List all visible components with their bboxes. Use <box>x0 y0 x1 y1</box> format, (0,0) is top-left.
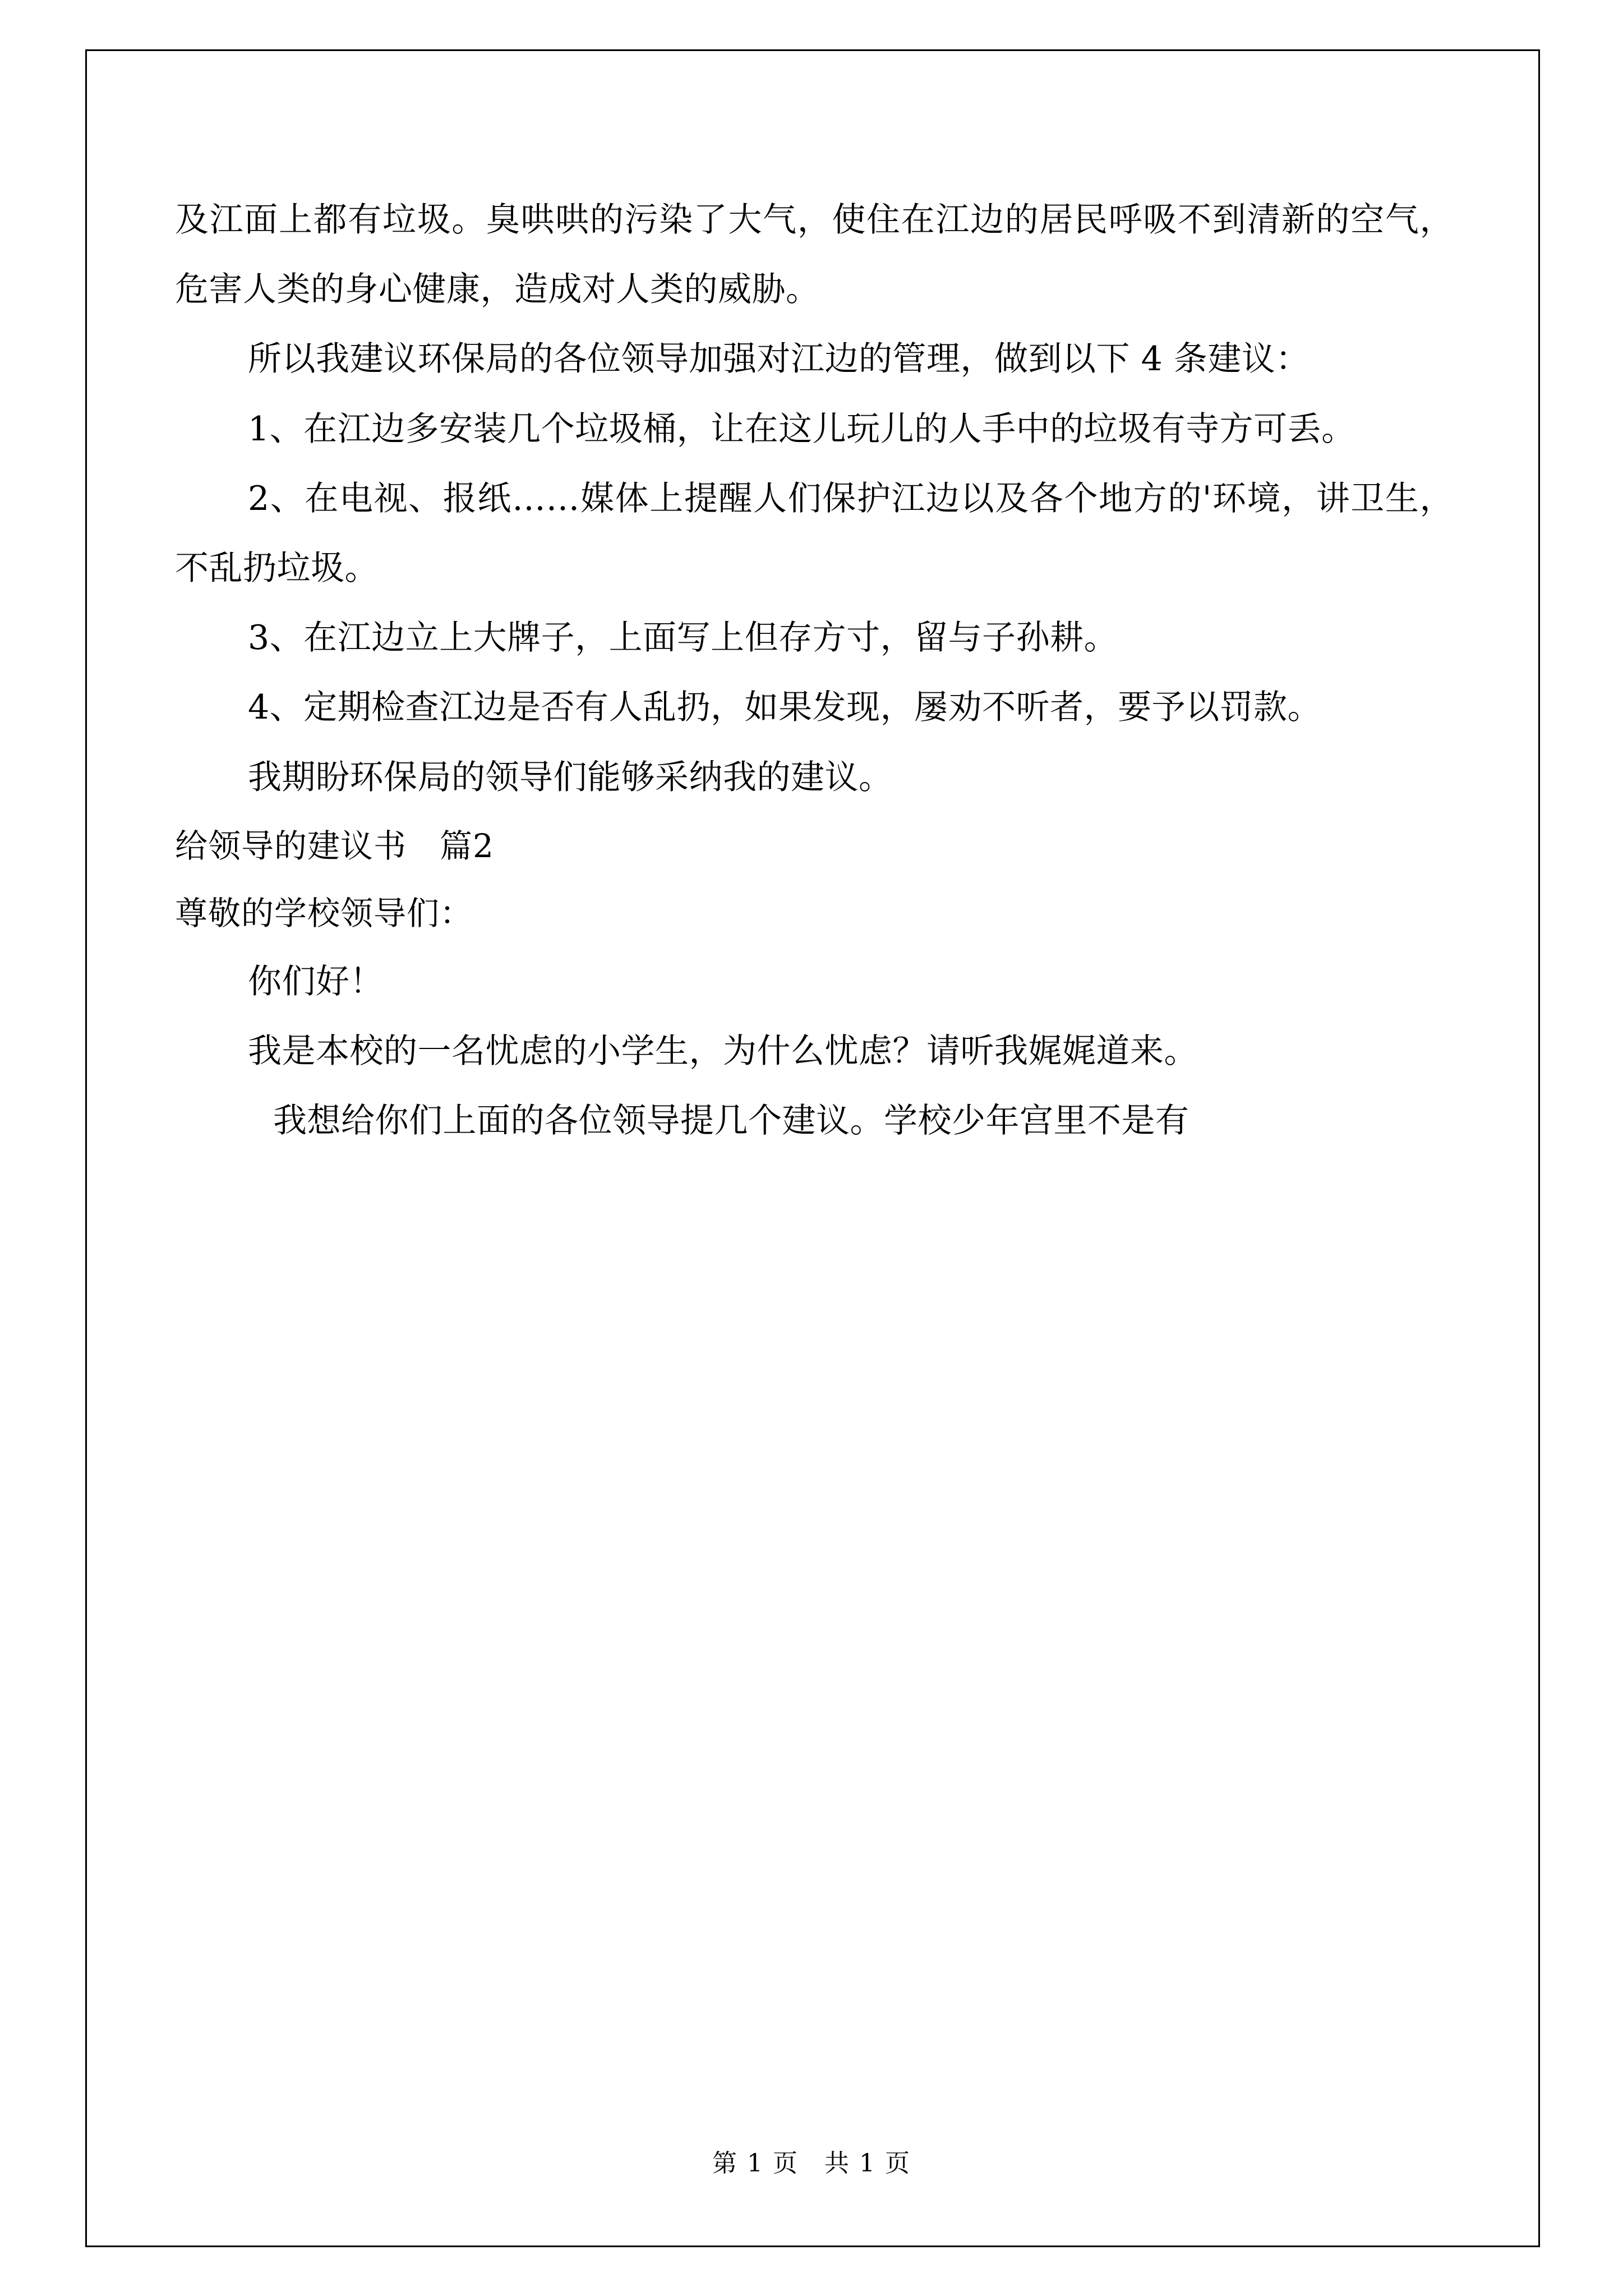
paragraph-item-4: 4、定期检查江边是否有人乱扔，如果发现，屡劝不听者，要予以罚款。 <box>248 688 1322 728</box>
page-footer: 第 1 页 共 1 页 <box>712 2149 911 2178</box>
section-heading-2: 给领导的建议书 篇2 <box>175 826 494 865</box>
paragraph-self-intro: 我是本校的一名忧虑的小学生，为什么忧虑？请听我娓娓道来。 <box>248 1031 1198 1071</box>
paragraph-closing: 我期盼环保局的领导们能够采纳我的建议。 <box>248 757 893 797</box>
paragraph-item-2: 2、在电视、报纸……媒体上提醒人们保护江边以及各个地方的'环境，讲卫生，不乱扔垃圾。 <box>175 478 1454 588</box>
paragraph-suggestion-intro: 所以我建议环保局的各位领导加强对江边的管理，做到以下 4 条建议： <box>248 339 1310 379</box>
paragraph-pollution: 及江面上都有垃圾。臭哄哄的污染了大气，使住在江边的居民呼吸不到清新的空气，危害人类的身心健康，造成对人类的威胁。 <box>175 200 1454 310</box>
paragraph-salutation: 尊敬的学校领导们： <box>175 894 473 932</box>
document-body <box>175 185 1454 1156</box>
paragraph-greeting: 你们好！ <box>248 961 384 1001</box>
paragraph-body-2: 我想给你们上面的各位领导提几个建议。学校少年宫里不是有 <box>273 1101 1189 1141</box>
paragraph-item-1: 1、在江边多安装几个垃圾桶，让在这儿玩儿的人手中的垃圾有寺方可丢。 <box>248 409 1355 449</box>
paragraph-item-3: 3、在江边立上大牌子，上面写上但存方寸，留与子孙耕。 <box>248 618 1118 658</box>
